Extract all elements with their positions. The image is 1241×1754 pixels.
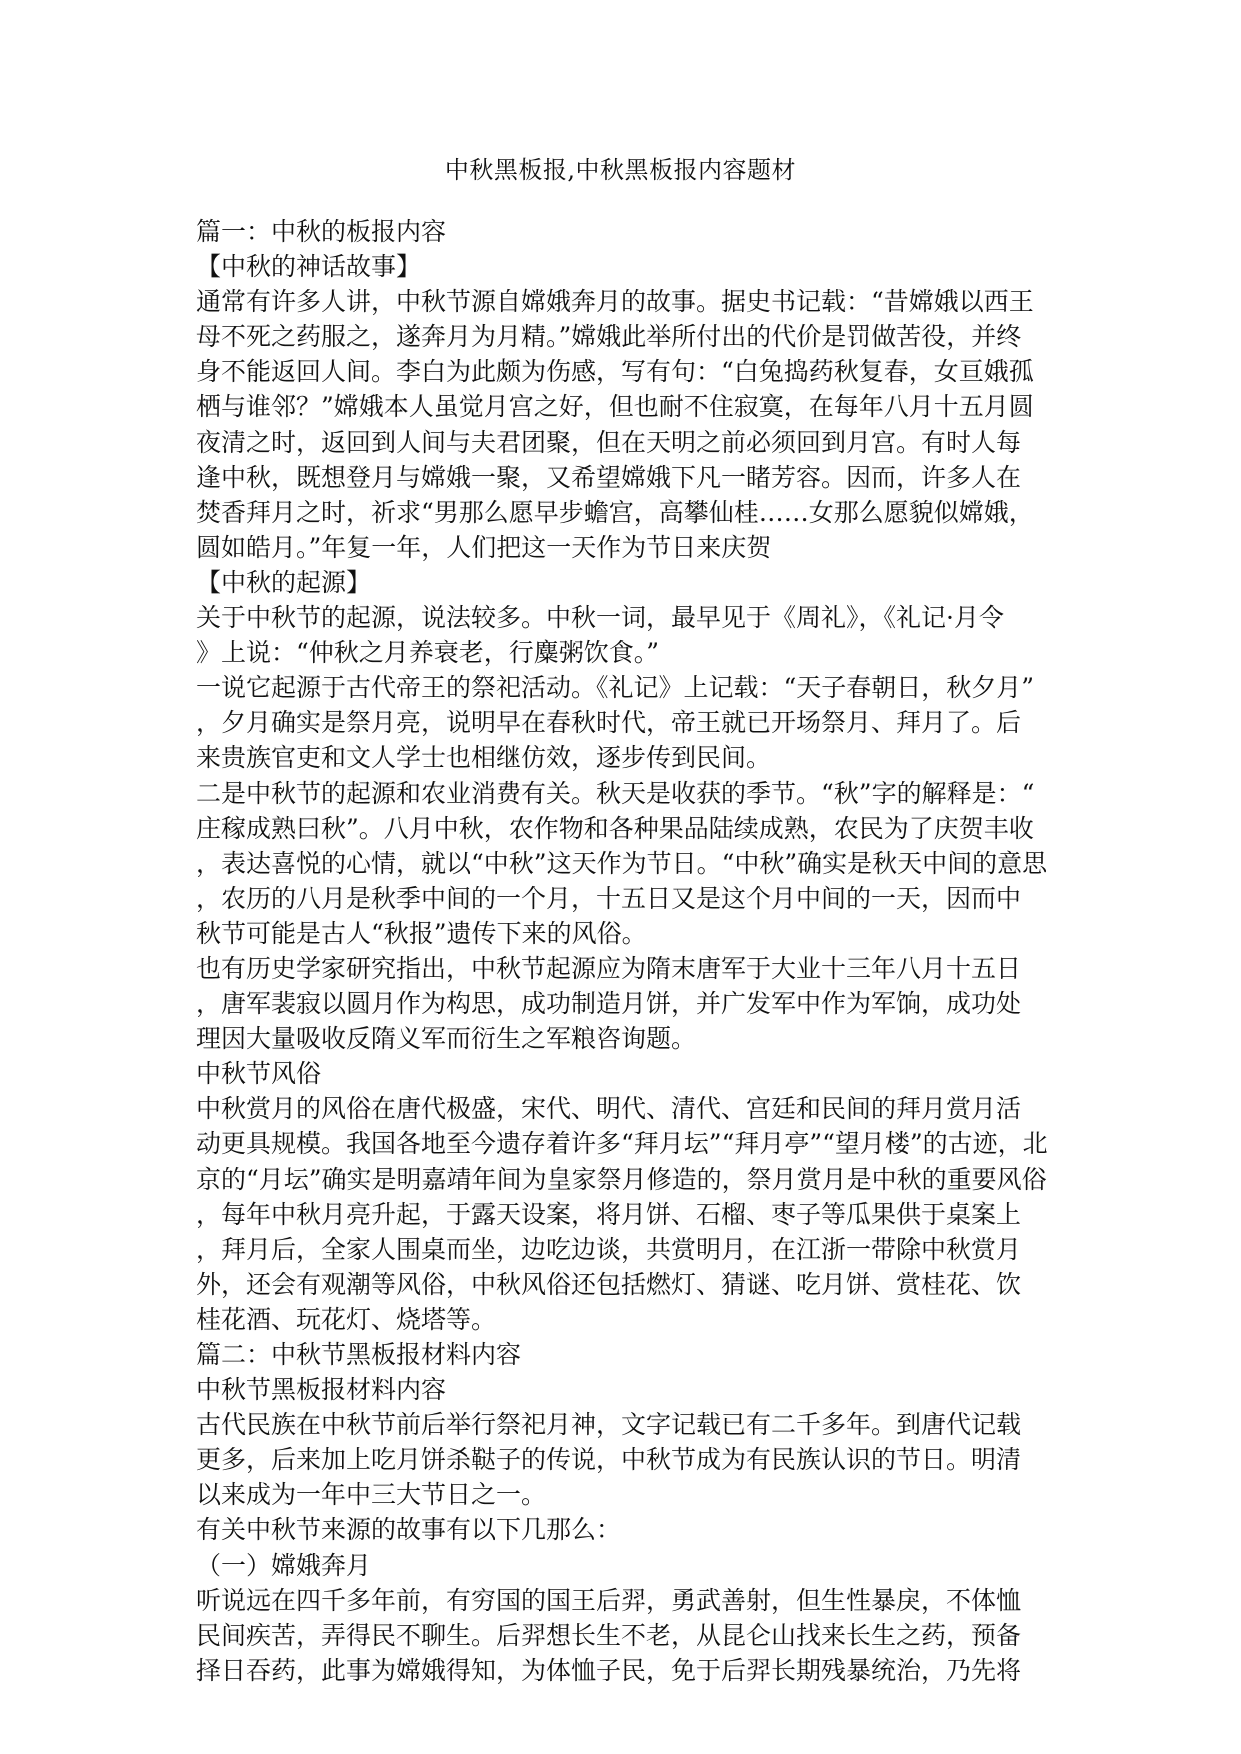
text-line: 理因大量吸收反隋义军而衍生之军粮咨询题。 xyxy=(196,1024,697,1054)
text-line: 圆如皓月。”年复一年，人们把这一天作为节日来庆贺 xyxy=(196,532,772,562)
text-line: 庄稼成熟曰秋”。八月中秋，农作物和各种果品陆续成熟，农民为了庆贺丰收 xyxy=(196,813,1034,843)
text-line: 夜清之时，返回到人间与夫君团聚，但在天明之前必须回到月宫。有时人每 xyxy=(196,427,1022,457)
text-line: 身不能返回人间。李白为此颇为伤感，写有句：“白兔捣药秋复春，女亘娥孤 xyxy=(196,357,1034,387)
text-line: 外，还会有观潮等风俗，中秋风俗还包括燃灯、猜谜、吃月饼、赏桂花、饮 xyxy=(196,1269,1022,1299)
text-line: 秋节可能是古人“秋报”遗传下来的风俗。 xyxy=(196,918,647,948)
text-line: 京的“月坛”确实是明嘉靖年间为皇家祭月修造的，祭月赏月是中秋的重要风俗 xyxy=(196,1164,1047,1194)
text-line: 动更具规模。我国各地至今遗存着许多“拜月坛”“拜月亭”“望月楼”的古迹，北 xyxy=(196,1129,1048,1159)
text-line: 也有历史学家研究指出，中秋节起源应为隋末唐军于大业十三年八月十五日 xyxy=(196,953,1022,983)
text-line: 二是中秋节的起源和农业消费有关。秋天是收获的季节。“秋”字的解释是：“ xyxy=(196,778,1035,808)
text-line: 以来成为一年中三大节日之一。 xyxy=(196,1480,547,1510)
text-line: 中秋节黑板报材料内容 xyxy=(196,1375,447,1405)
text-line: 》上说：“仲秋之月养衰老，行麋粥饮食。” xyxy=(196,638,660,668)
document-body xyxy=(196,214,1056,1688)
text-line: 古代民族在中秋节前后举行祭祀月神，文字记载已有二千多年。到唐代记载 xyxy=(196,1410,1022,1440)
text-line: ，每年中秋月亮升起，于露天设案，将月饼、石榴、枣子等瓜果供于桌案上 xyxy=(196,1199,1022,1229)
text-line: 篇二：中秋节黑板报材料内容 xyxy=(196,1340,522,1369)
text-line: ，唐军裴寂以圆月作为构思，成功制造月饼，并广发军中作为军饷，成功处 xyxy=(196,989,1022,1019)
text-line: （一）嫦娥奔月 xyxy=(196,1550,372,1580)
text-line: 来贵族官吏和文人学士也相继仿效，逐步传到民间。 xyxy=(196,743,772,773)
text-line: 中秋节风俗 xyxy=(196,1059,322,1089)
text-line: 更多，后来加上吃月饼杀鞑子的传说，中秋节成为有民族认识的节日。明清 xyxy=(196,1445,1022,1475)
text-line: 通常有许多人讲，中秋节源自嫦娥奔月的故事。据史书记载：“昔嫦娥以西王 xyxy=(196,287,1034,317)
text-line: 逢中秋，既想登月与嫦娥一聚，又希望嫦娥下凡一睹芳容。因而，许多人在 xyxy=(196,462,1022,492)
text-line: ，农历的八月是秋季中间的一个月，十五日又是这个月中间的一天，因而中 xyxy=(196,883,1022,913)
text-line: ，拜月后，全家人围桌而坐，边吃边谈，共赏明月，在江浙一带除中秋赏月 xyxy=(196,1234,1022,1264)
text-line: 【中秋的神话故事】 xyxy=(196,252,422,282)
text-line: 焚香拜月之时，祈求“男那么愿早步蟾宫，高攀仙桂……女那么愿貌似嫦娥， xyxy=(196,497,1034,527)
text-line: 栖与谁邻？”嫦娥本人虽觉月宫之好，但也耐不住寂寞，在每年八月十五月圆 xyxy=(196,392,1034,422)
text-line: ，表达喜悦的心情，就以“中秋”这天作为节日。“中秋”确实是秋天中间的意思 xyxy=(196,848,1048,878)
text-line: 择日吞药，此事为嫦娥得知，为体恤子民，免于后羿长期残暴统治，乃先将 xyxy=(196,1655,1022,1685)
text-line: 民间疾苦，弄得民不聊生。后羿想长生不老，从昆仑山找来长生之药，预备 xyxy=(196,1620,1022,1650)
text-line: 篇一：中秋的板报内容 xyxy=(196,217,447,246)
text-line: 母不死之药服之，遂奔月为月精。”嫦娥此举所付出的代价是罚做苦役，并终 xyxy=(196,322,1022,352)
document-title: 中秋黑板报,中秋黑板报内容题材 xyxy=(444,156,797,184)
text-line: 桂花酒、玩花灯、烧塔等。 xyxy=(196,1304,497,1334)
text-line: 一说它起源于古代帝王的祭祀活动。《礼记》上记载：“天子春朝日，秋夕月” xyxy=(196,673,1035,703)
text-line: 有关中秋节来源的故事有以下几那么： xyxy=(196,1515,622,1545)
text-line: 听说远在四千多年前，有穷国的国王后羿，勇武善射，但生性暴戾，不体恤 xyxy=(196,1585,1022,1615)
text-line: 中秋赏月的风俗在唐代极盛，宋代、明代、清代、宫廷和民间的拜月赏月活 xyxy=(196,1094,1022,1124)
text-line: ，夕月确实是祭月亮，说明早在春秋时代，帝王就已开场祭月、拜月了。后 xyxy=(196,708,1022,738)
text-line: 关于中秋节的起源，说法较多。中秋一词，最早见于《周礼》，《礼记·月令 xyxy=(196,603,1004,633)
text-line: 【中秋的起源】 xyxy=(196,567,372,597)
